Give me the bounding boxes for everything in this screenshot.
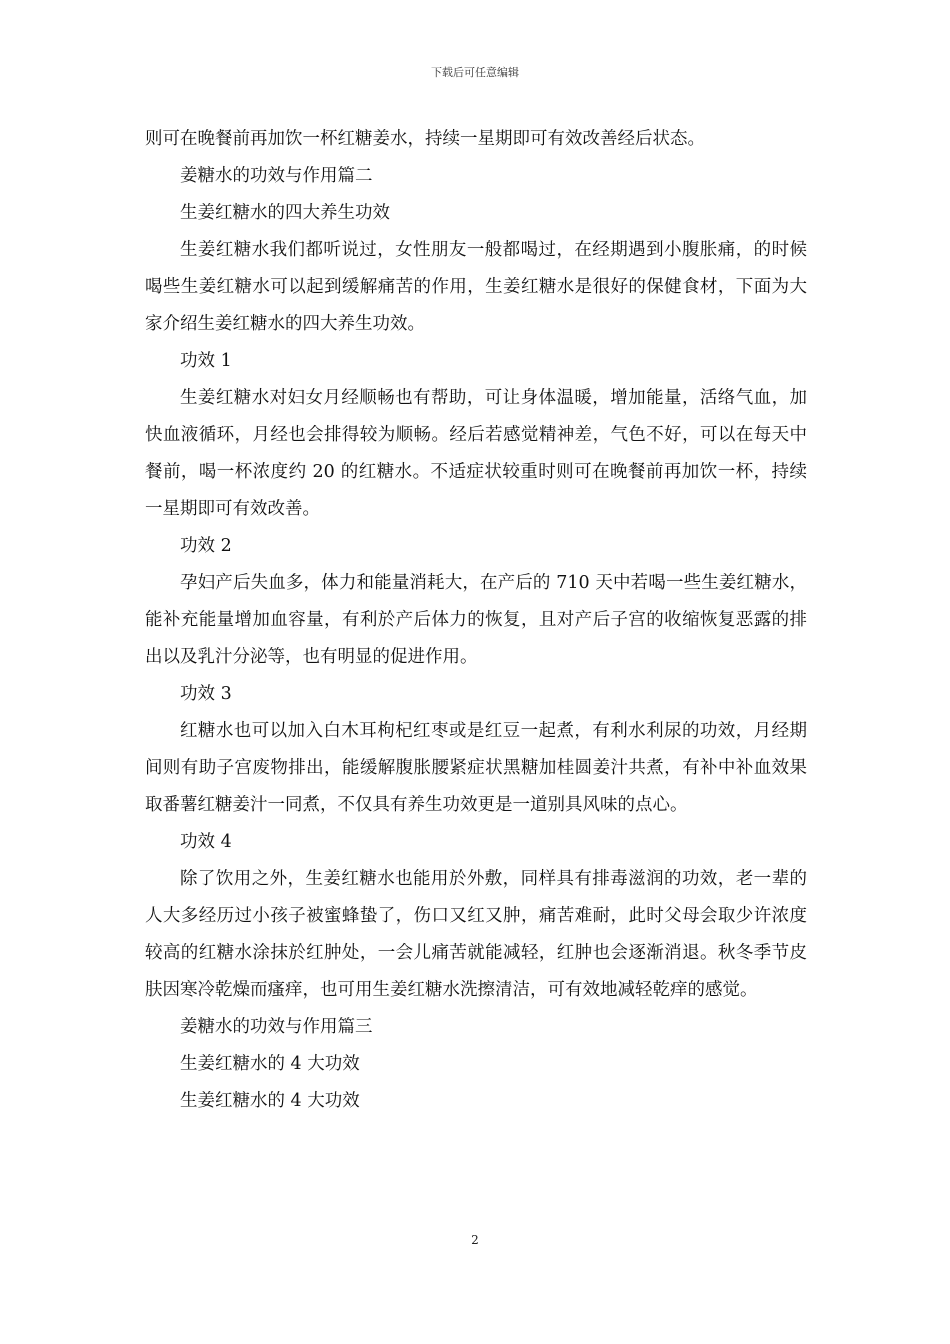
item-heading: 功效 4 bbox=[180, 832, 232, 852]
item-heading: 功效 1 bbox=[180, 351, 232, 371]
section-subtitle: 生姜红糖水的 4 大功效 bbox=[180, 1091, 360, 1111]
paragraph: 孕妇产后失血多，体力和能量消耗大，在产后的 710 天中若喝一些生姜红糖水，能补充能量增加血容量，有利於产后体力的恢复，且对产后子宫的收缩恢复恶露的排出以及乳汁分泌等，也有明显的促进作用。 bbox=[145, 573, 807, 667]
section-subtitle: 生姜红糖水的四大养生功效 bbox=[180, 203, 390, 223]
page-number: 2 bbox=[471, 1233, 479, 1247]
page-header: 下载后可任意编辑 bbox=[431, 66, 519, 79]
paragraph: 红糖水也可以加入白木耳枸杞红枣或是红豆一起煮，有利水利尿的功效，月经期间则有助子宫废物排出，能缓解腹胀腰紧症状黑糖加桂圆姜汁共煮，有补中补血效果取番薯红糖姜汁一同煮，不仅具有养生功效更是一道别具风味的点心。 bbox=[145, 721, 807, 815]
section-subtitle: 生姜红糖水的 4 大功效 bbox=[180, 1054, 360, 1074]
document-body bbox=[145, 121, 807, 1120]
item-heading: 功效 2 bbox=[180, 536, 232, 556]
paragraph-continuation: 则可在晚餐前再加饮一杯红糖姜水，持续一星期即可有效改善经后状态。 bbox=[145, 129, 705, 149]
section-heading: 姜糖水的功效与作用篇三 bbox=[180, 1017, 373, 1037]
item-heading: 功效 3 bbox=[180, 684, 232, 704]
paragraph: 除了饮用之外，生姜红糖水也能用於外敷，同样具有排毒滋润的功效，老一辈的人大多经历过小孩子被蜜蜂蛰了，伤口又红又肿，痛苦难耐，此时父母会取少许浓度较高的红糖水涂抹於红肿处，一会儿痛苦就能减轻，红肿也会逐渐消退。秋冬季节皮肤因寒冷乾燥而瘙痒，也可用生姜红糖水洗擦清洁，可有效地减轻乾痒的感觉。 bbox=[145, 869, 807, 1000]
section-heading: 姜糖水的功效与作用篇二 bbox=[180, 166, 373, 186]
paragraph: 生姜红糖水对妇女月经顺畅也有帮助，可让身体温暖，增加能量，活络气血，加快血液循环，月经也会排得较为顺畅。经后若感觉精神差，气色不好，可以在每天中餐前，喝一杯浓度约 20 的红糖水。不适症状较重时则可在晚餐前再加饮一杯，持续一星期即可有效改善。 bbox=[145, 388, 807, 519]
paragraph: 生姜红糖水我们都听说过，女性朋友一般都喝过，在经期遇到小腹胀痛，的时候喝些生姜红糖水可以起到缓解痛苦的作用，生姜红糖水是很好的保健食材，下面为大家介绍生姜红糖水的四大养生功效。 bbox=[145, 240, 807, 334]
